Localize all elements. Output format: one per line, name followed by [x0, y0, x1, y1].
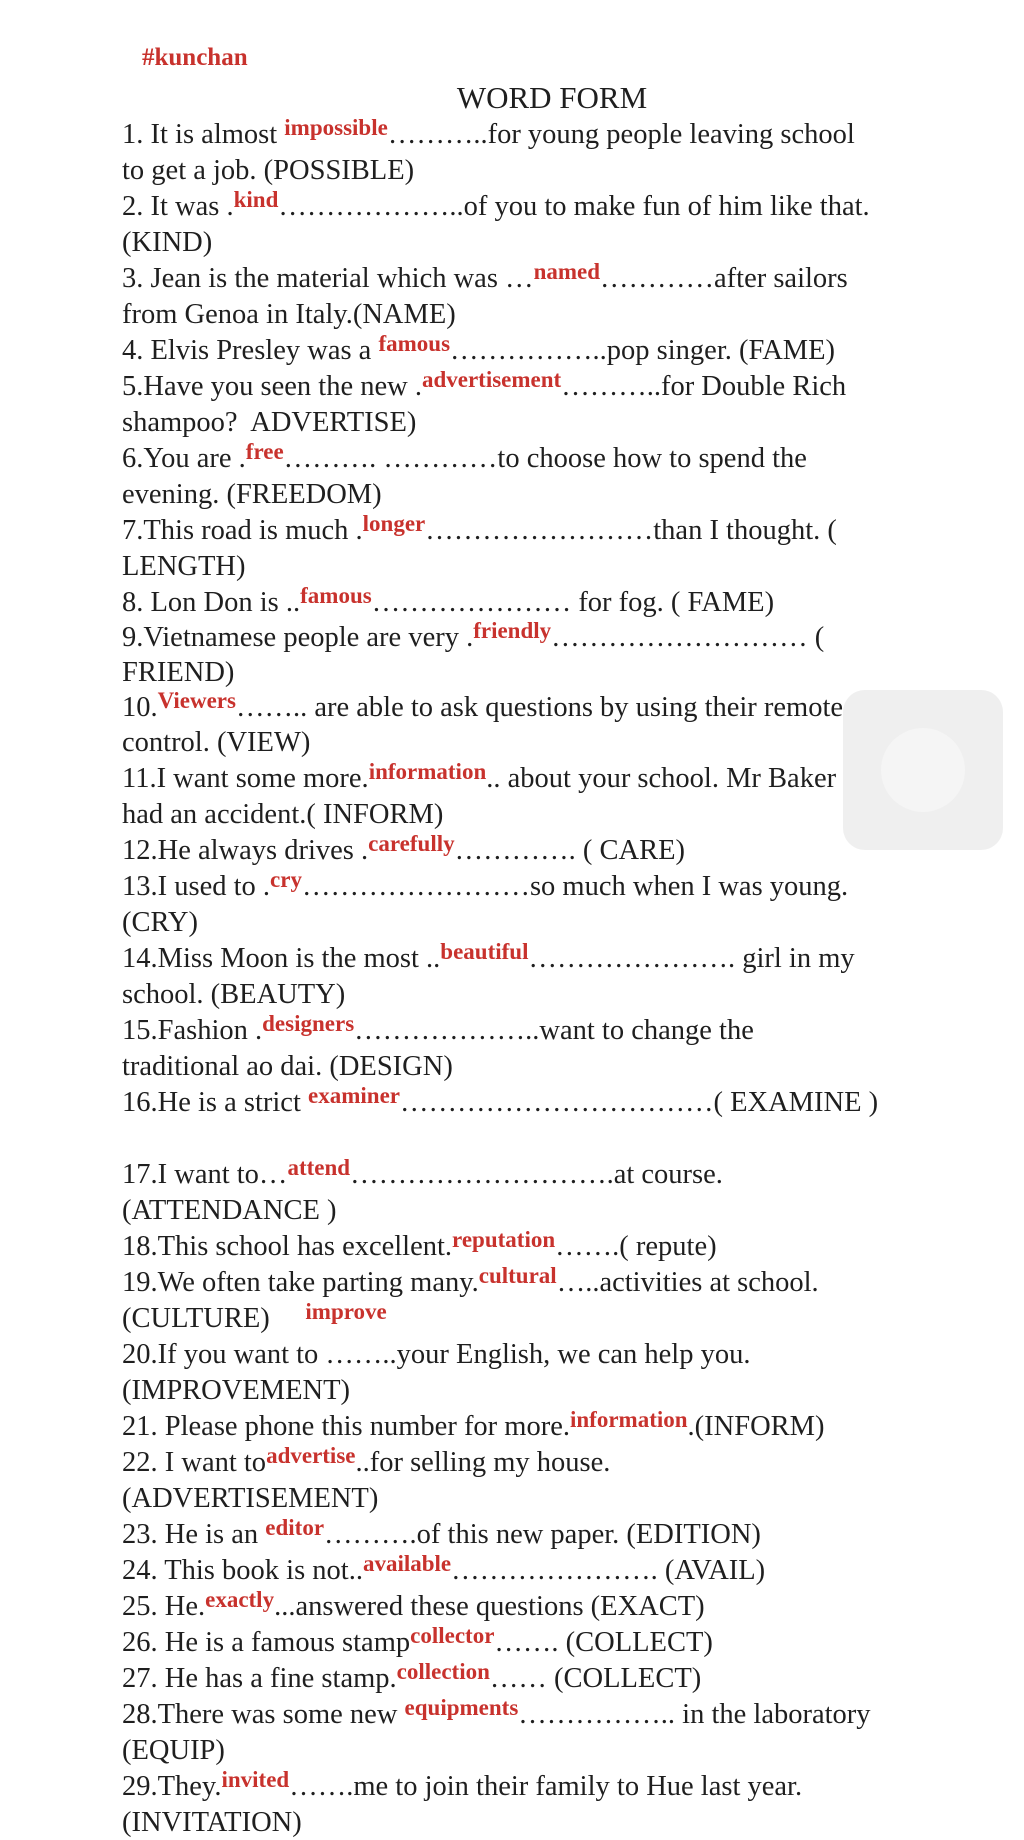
line-text: …….me to join their family to Hue last year. [289, 1771, 803, 1802]
line-text: (INVITATION) [122, 1807, 302, 1838]
exercise-line [122, 1083, 879, 1121]
line-text: ………. …………to choose how to spend the [283, 443, 807, 474]
exercise-line [122, 688, 844, 726]
line-text: 18.This school has excellent. [122, 1231, 453, 1262]
handwritten-answer: designers [262, 1011, 355, 1036]
line-text: 15.Fashion . [122, 1015, 263, 1046]
line-text: 11.I want some more. [122, 763, 369, 794]
exercise-line [122, 1767, 803, 1805]
handwritten-answer: exactly [205, 1587, 275, 1612]
exercise-line [122, 656, 234, 690]
line-text: 22. I want to [122, 1447, 267, 1478]
exercise-line [122, 259, 848, 297]
line-text: ………………… for fog. ( FAME) [371, 587, 775, 618]
line-text: 24. This book is not.. [122, 1555, 363, 1586]
handwritten-answer: Viewers [157, 688, 236, 713]
exercise-line [122, 1623, 713, 1661]
line-text: 23. He is an [122, 1519, 266, 1550]
handwritten-answer: impossible [284, 115, 388, 140]
exercise-line [122, 1659, 702, 1697]
exercise-line [122, 831, 685, 869]
line-text: …..activities at school. [556, 1267, 819, 1298]
line-text: …………………. (AVAIL) [451, 1555, 766, 1586]
handwritten-answer: free [245, 439, 284, 464]
handwritten-answer: information [368, 759, 487, 784]
line-text: (ADVERTISEMENT) [122, 1483, 379, 1514]
exercise-line [122, 331, 836, 369]
line-text: …………….. in the laboratory [518, 1699, 871, 1730]
exercise-line [122, 1407, 825, 1445]
handwritten-answer: famous [300, 583, 372, 608]
line-text: shampoo? ADVERTISE) [122, 407, 417, 438]
exercise-line [122, 1695, 871, 1733]
handwritten-answer: advertise [266, 1443, 356, 1468]
exercise-line [122, 1155, 723, 1193]
handwritten-answer: advertisement [421, 367, 562, 392]
line-text: 7.This road is much . [122, 515, 363, 546]
exercise-line [122, 226, 212, 260]
line-text: (EQUIP) [122, 1735, 225, 1766]
exercise-line [122, 1050, 453, 1084]
exercise-line [122, 1482, 378, 1516]
exercise-line [122, 978, 345, 1012]
line-text: 21. Please phone this number for more. [122, 1411, 570, 1442]
line-text: ………..for young people leaving school [387, 119, 855, 150]
line-text: …………. ( CARE) [454, 835, 685, 866]
handwritten-answer: improve [305, 1299, 387, 1324]
handwritten-answer: reputation [452, 1227, 556, 1252]
line-text: had an accident.( INFORM) [122, 799, 444, 830]
line-text: ……………………….at course. [350, 1159, 723, 1190]
exercise-line [122, 1227, 717, 1265]
handwritten-answer: invited [221, 1767, 290, 1792]
line-text: from Genoa in Italy.(NAME) [122, 299, 456, 330]
line-text: …………after sailors [600, 263, 848, 294]
line-text: (CRY) [122, 907, 199, 938]
exercise-line [122, 759, 837, 797]
handwritten-answer: attend [287, 1155, 351, 1180]
exercise-line [122, 439, 807, 477]
handwritten-answer: available [362, 1551, 452, 1576]
line-text: …….( repute) [555, 1231, 717, 1262]
exercise-line [122, 478, 382, 512]
exercise-line [122, 154, 414, 188]
line-text: 4. Elvis Presley was a [122, 335, 379, 366]
line-text: ……. (COLLECT) [494, 1627, 713, 1658]
exercise-line [122, 726, 310, 760]
handwritten-answer: cultural [478, 1263, 557, 1288]
exercise-line [122, 1194, 337, 1228]
line-text: traditional ao dai. (DESIGN) [122, 1051, 453, 1082]
handwritten-answer: collection [396, 1659, 490, 1684]
line-text: 16.He is a strict [122, 1087, 309, 1118]
exercise-line [122, 1263, 819, 1301]
handwritten-answer: examiner [308, 1083, 400, 1108]
line-text: 29.They. [122, 1771, 222, 1802]
exercise-line [122, 187, 870, 225]
line-text: (ATTENDANCE ) [122, 1195, 337, 1226]
exercise-line [122, 1443, 611, 1481]
line-text: 5.Have you seen the new . [122, 371, 422, 402]
exercise-line [122, 1734, 225, 1768]
line-text: 25. He. [122, 1591, 206, 1622]
line-text: 17.I want to… [122, 1159, 288, 1190]
exercise-line [122, 1515, 761, 1553]
handwritten-answer: kind [233, 187, 279, 212]
line-text: ……………………than I thought. ( [425, 515, 837, 546]
handwritten-answer: beautiful [440, 939, 529, 964]
exercise-line [122, 906, 198, 940]
line-text: (KIND) [122, 227, 213, 258]
line-text: 10. [122, 692, 158, 723]
exercise-line [122, 298, 456, 332]
line-text: ..for selling my house. [355, 1447, 611, 1478]
exercise-line [122, 618, 825, 656]
handwritten-answer: editor [265, 1515, 325, 1540]
exercise-line [122, 1806, 302, 1840]
exercise-line [122, 550, 245, 584]
line-text: school. (BEAUTY) [122, 979, 346, 1010]
line-text: 14.Miss Moon is the most .. [122, 943, 441, 974]
line-text: …….. are able to ask questions by using their remote [235, 692, 844, 723]
line-text: .. about your school. Mr Baker [486, 763, 837, 794]
exercise-line [122, 367, 847, 405]
line-text: ……………..pop singer. (FAME) [450, 335, 836, 366]
line-text: 3. Jean is the material which was … [122, 263, 534, 294]
line-text: ...answered these questions (EXACT) [274, 1591, 705, 1622]
line-text: ……………………so much when I was young. [301, 871, 849, 902]
exercise-line [122, 1587, 705, 1625]
line-text: 6.You are . [122, 443, 246, 474]
floating-assistive-button[interactable] [843, 690, 1003, 850]
page-title: WORD FORM [456, 80, 648, 115]
line-text: 27. He has a fine stamp. [122, 1663, 397, 1694]
line-text: 19.We often take parting many. [122, 1267, 479, 1298]
exercise-line [122, 1299, 387, 1337]
line-text: LENGTH) [122, 551, 246, 582]
line-text: 28.There was some new [122, 1699, 405, 1730]
exercise-line [122, 1011, 754, 1049]
line-text: ……………………… ( [551, 622, 825, 653]
exercise-line [122, 511, 837, 549]
line-text: control. (VIEW) [122, 727, 311, 758]
line-text: .(INFORM) [687, 1411, 825, 1442]
exercise-line [122, 583, 775, 621]
exercise-line [122, 1374, 350, 1408]
line-text: 26. He is a famous stamp [122, 1627, 411, 1658]
handwritten-answer: famous [378, 331, 451, 356]
exercise-line [122, 939, 855, 977]
handwritten-answer: carefully [368, 831, 455, 856]
line-text: 8. Lon Don is .. [122, 587, 301, 618]
exercise-line [122, 867, 849, 905]
line-text: (IMPROVEMENT) [122, 1375, 350, 1406]
line-text: ………..for Double Rich [561, 371, 847, 402]
handwritten-answer: collector [410, 1623, 495, 1648]
line-text: FRIEND) [122, 657, 235, 688]
line-text: 20.If you want to ……..your English, we can help you. [122, 1339, 751, 1370]
line-text: 1. It is almost [122, 119, 285, 150]
line-text: 12.He always drives . [122, 835, 369, 866]
line-text: (CULTURE) [122, 1303, 306, 1334]
exercise-line [122, 115, 855, 153]
line-text: 2. It was . [122, 191, 234, 222]
handwritten-answer: named [533, 259, 601, 284]
line-text: evening. (FREEDOM) [122, 479, 382, 510]
handwritten-answer: information [569, 1407, 688, 1432]
handwritten-answer: cry [270, 867, 302, 892]
floating-button-center [881, 728, 965, 812]
exercise-line [122, 1338, 750, 1372]
handwritten-answer: friendly [473, 618, 552, 643]
line-text: …………………. girl in my [528, 943, 855, 974]
line-text: 13.I used to . [122, 871, 271, 902]
hashtag-text: #kunchan [142, 44, 248, 71]
line-text: to get a job. (POSSIBLE) [122, 155, 415, 186]
handwritten-answer: longer [362, 511, 426, 536]
line-text: ……….of this new paper. (EDITION) [324, 1519, 761, 1550]
exercise-line [122, 798, 443, 832]
line-text: ………………..of you to make fun of him like that. [278, 191, 870, 222]
line-text: ………………..want to change the [354, 1015, 754, 1046]
line-text: 9.Vietnamese people are very . [122, 622, 474, 653]
line-text: …… (COLLECT) [489, 1663, 702, 1694]
exercise-line [122, 406, 416, 440]
exercise-line [122, 1551, 766, 1589]
line-text: ……………………………( EXAMINE ) [399, 1087, 879, 1118]
handwritten-answer: equipments [404, 1695, 519, 1720]
